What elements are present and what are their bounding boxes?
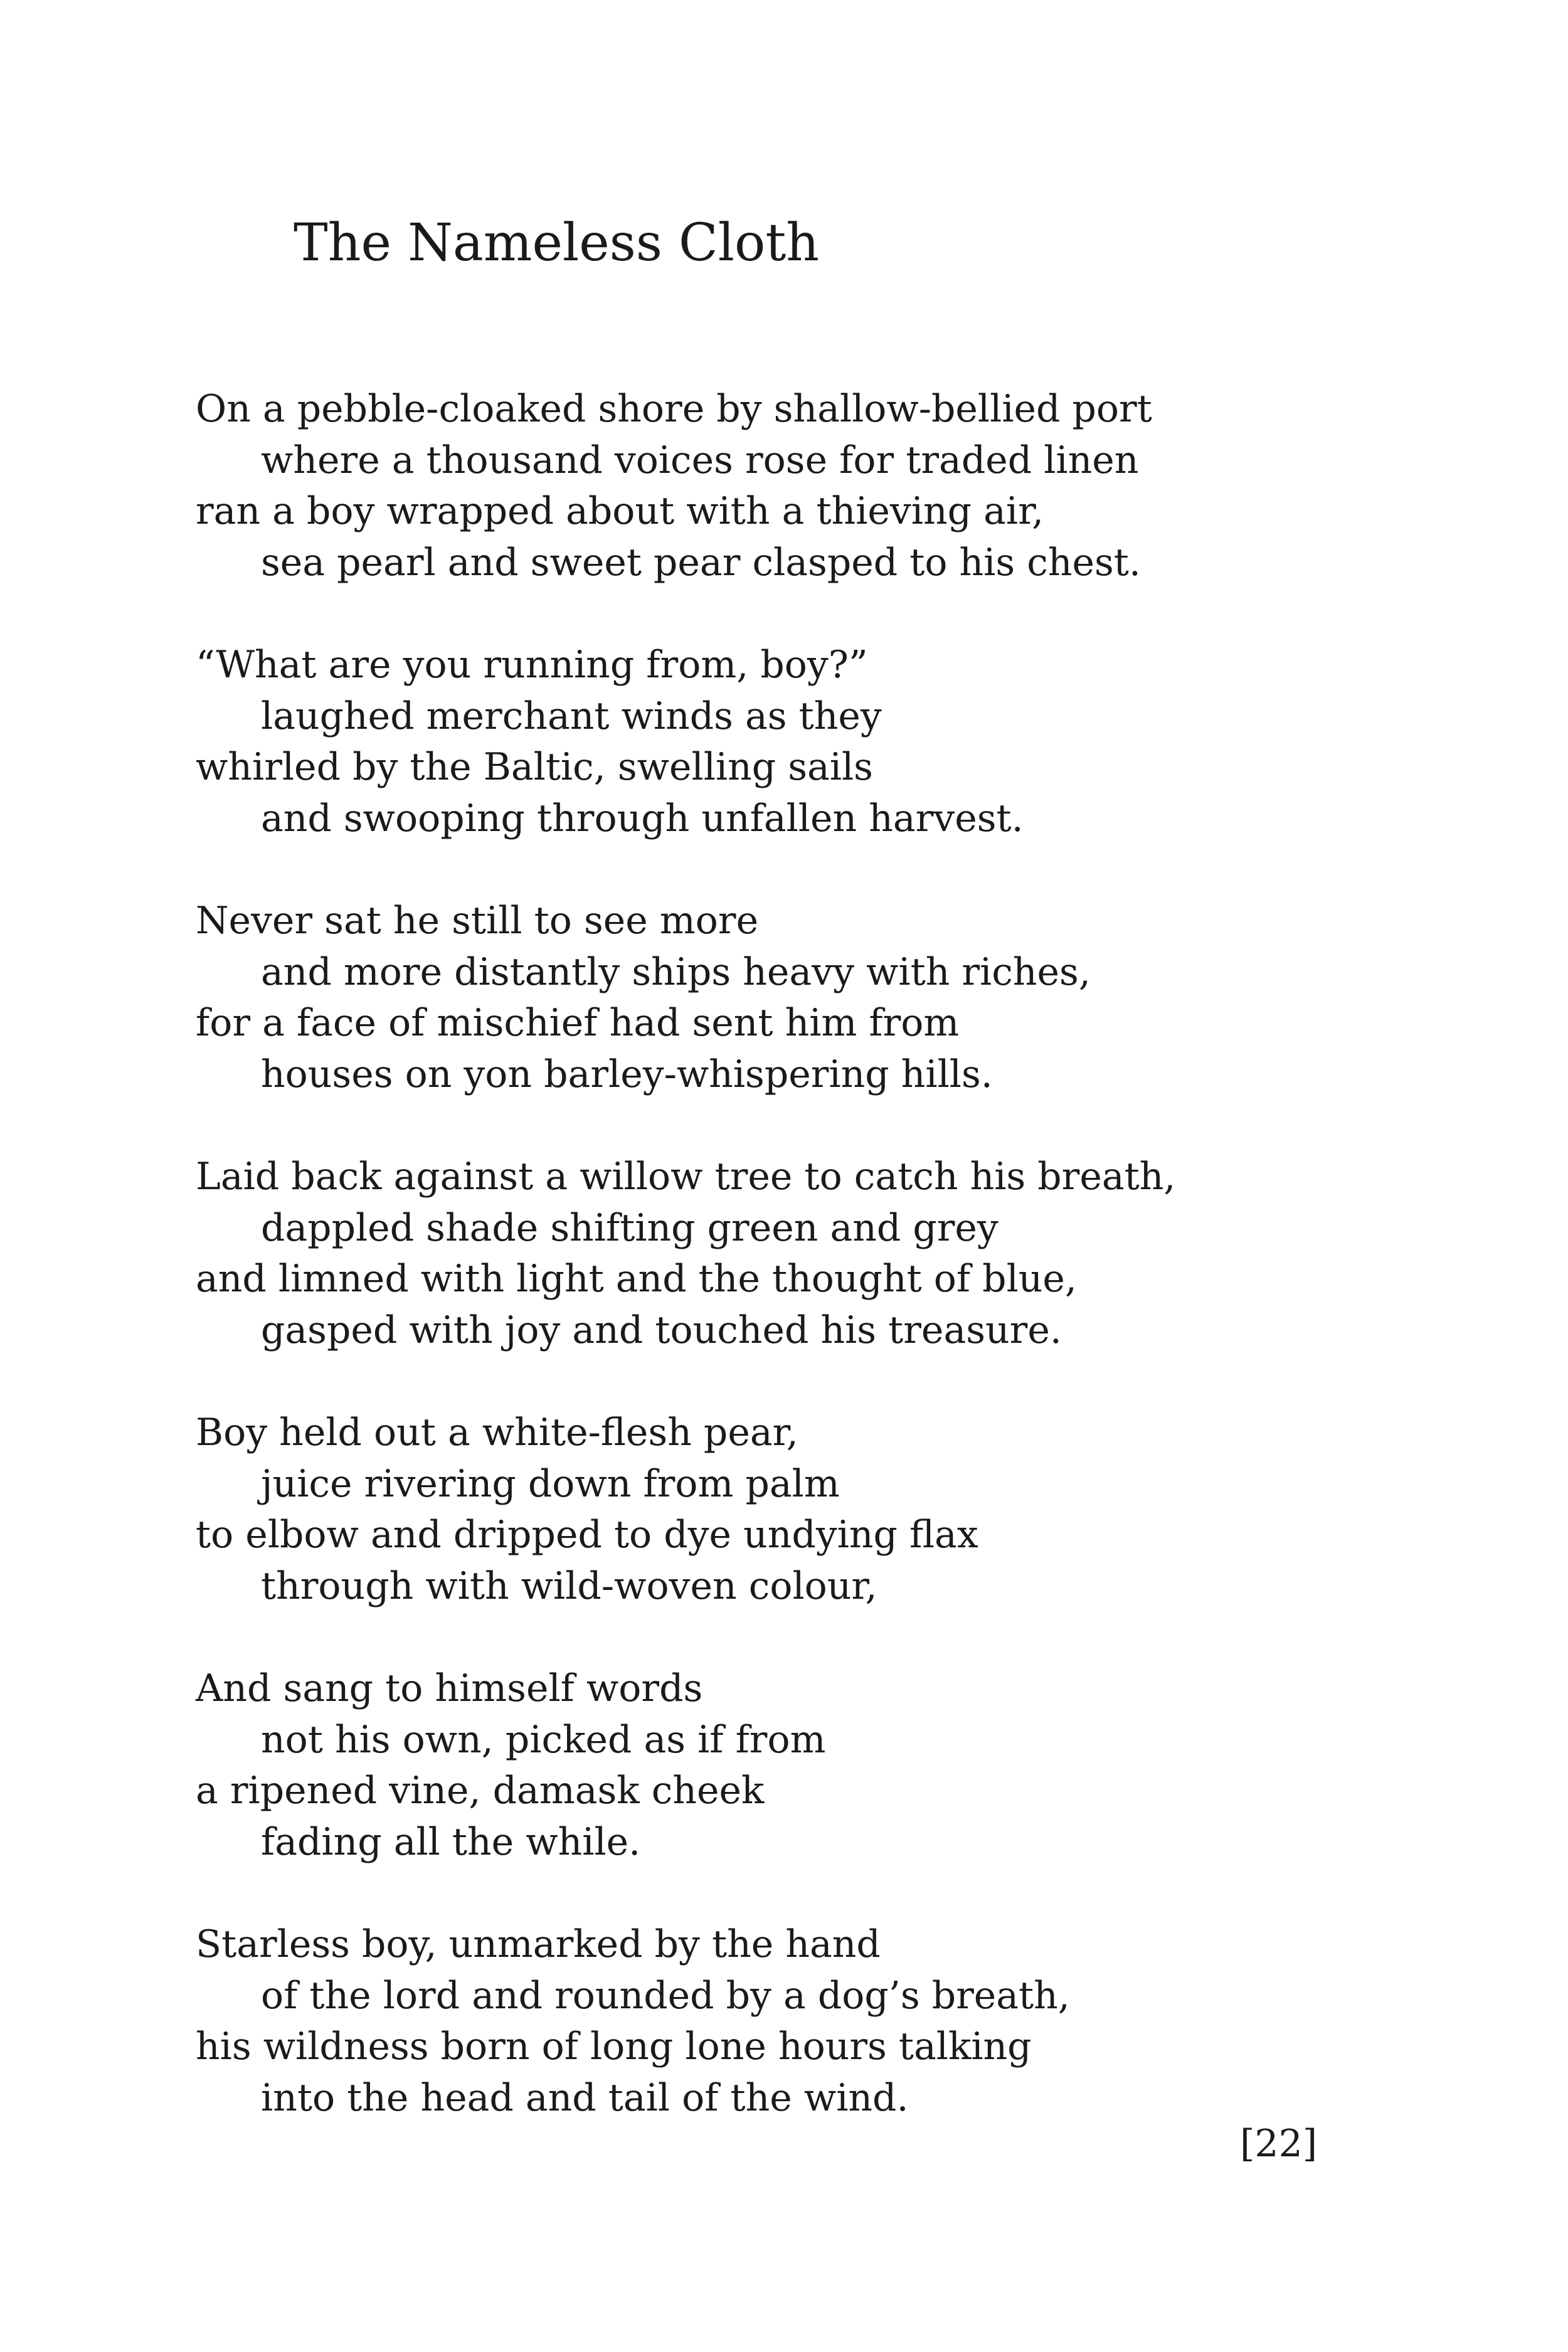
poem-line-indented: juice rivering down from palm	[261, 1461, 840, 1506]
poem-line: Never sat he still to see more	[196, 899, 759, 943]
poem-line: Starless boy, unmarked by the hand	[196, 1922, 881, 1966]
poem-line-indented: and swooping through unfallen harvest.	[261, 796, 1024, 840]
poem-line: Laid back against a willow tree to catch his breath,	[196, 1155, 1176, 1199]
poem-line-indented: into the head and tail of the wind.	[261, 2075, 909, 2120]
poem-line: a ripened vine, damask cheek	[196, 1769, 765, 1813]
poem-line: to elbow and dripped to dye undying flax	[196, 1513, 978, 1557]
poem-line: “What are you running from, boy?”	[196, 643, 868, 687]
poem-line-indented: where a thousand voices rose for traded linen	[261, 438, 1139, 482]
poem-line: whirled by the Baltic, swelling sails	[196, 745, 873, 789]
poem-line-indented: houses on yon barley-whispering hills.	[261, 1052, 993, 1096]
poem-title: The Nameless Cloth	[294, 213, 820, 273]
poem-line: ran a boy wrapped about with a thieving air,	[196, 489, 1044, 533]
stanza-1	[196, 384, 1387, 588]
stanza-2	[196, 640, 1387, 844]
poem-line-indented: laughed merchant winds as they	[261, 694, 882, 738]
poem-line-indented: and more distantly ships heavy with riches,	[261, 950, 1091, 994]
poem-line: And sang to himself words	[196, 1666, 703, 1710]
poem-line-indented: dappled shade shifting green and grey	[261, 1205, 999, 1250]
stanza-7	[196, 1919, 1387, 2124]
poem-line-indented: gasped with joy and touched his treasure.	[261, 1308, 1062, 1352]
page-number: [22]	[1240, 2122, 1318, 2166]
poem-line: Boy held out a white-flesh pear,	[196, 1411, 798, 1454]
poem-line-indented: through with wild-woven colour,	[261, 1564, 877, 1608]
poem-line-indented: not his own, picked as if from	[261, 1717, 826, 1762]
poem-line: for a face of mischief had sent him from	[196, 1001, 960, 1045]
stanza-3	[196, 896, 1387, 1100]
poem-line: and limned with light and the thought of blue,	[196, 1257, 1077, 1301]
poem-line-indented: sea pearl and sweet pear clasped to his chest.	[261, 540, 1141, 585]
poem-line-indented: of the lord and rounded by a dog’s breath,	[261, 1973, 1070, 2018]
poem-line: his wildness born of long lone hours talking	[196, 2025, 1032, 2069]
poem-body	[196, 384, 1387, 2175]
poem-line: On a pebble-cloaked shore by shallow-bellied port	[196, 387, 1152, 431]
poem-line-indented: fading all the while.	[261, 1820, 641, 1864]
stanza-4	[196, 1152, 1387, 1356]
stanza-5	[196, 1407, 1387, 1612]
stanza-6	[196, 1663, 1387, 1868]
